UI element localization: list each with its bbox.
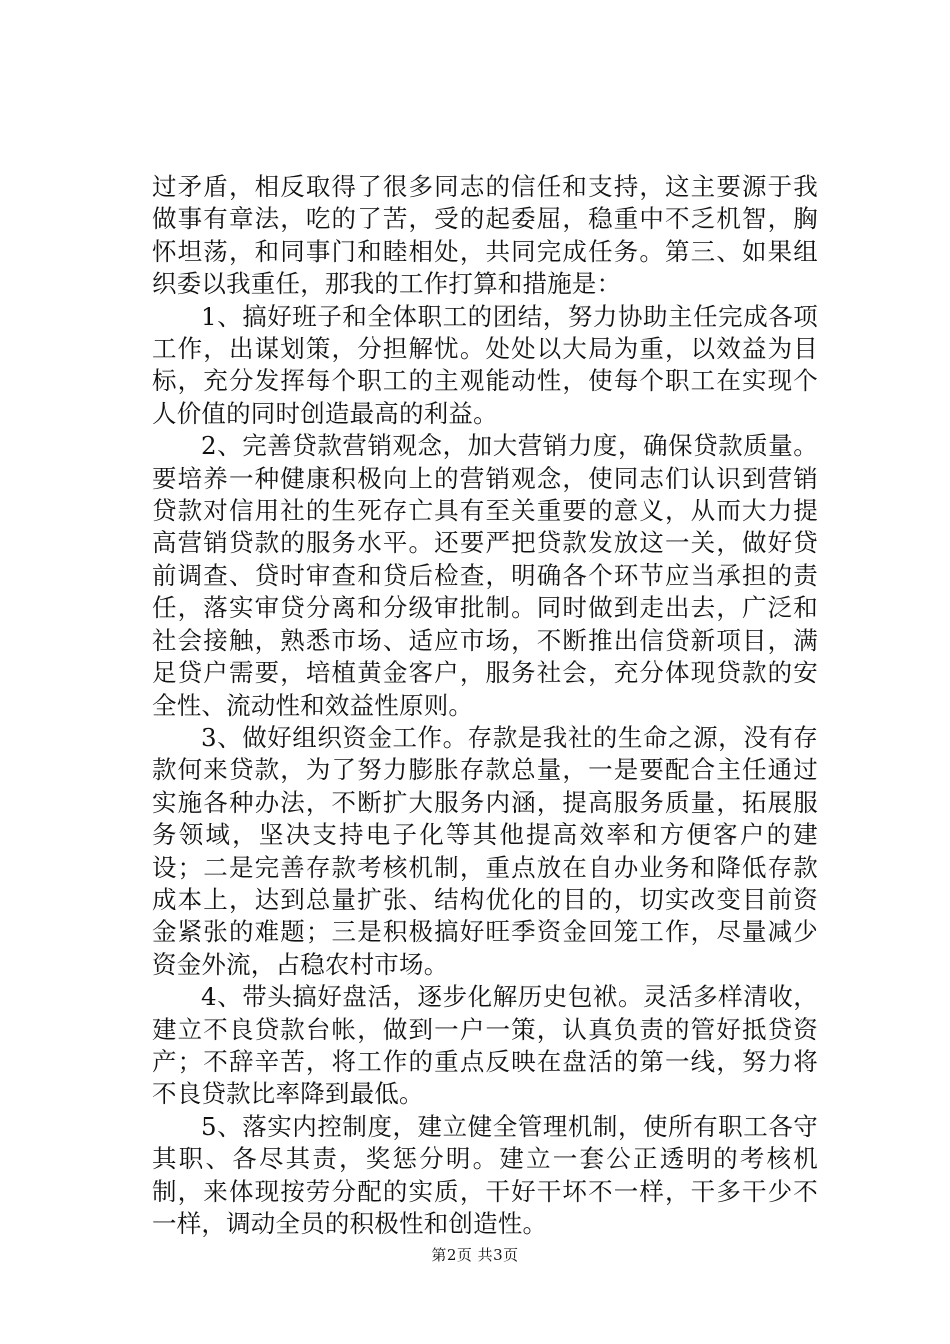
paragraph-item-4: 4、带头搞好盘活，逐步化解历史包袱。灵活多样清收，建立不良贷款台帐，做到一户一策，认真负责的管好抵贷资产；不辞辛苦，将工作的重点反映在盘活的第一线，努力将不良贷款比率降到最低。 [152, 982, 818, 1109]
paragraph-continuation: 过矛盾，相反取得了很多同志的信任和支持，这主要源于我做事有章法，吃的了苦，受的起委屈，稳重中不乏机智，胸怀坦荡，和同事门和睦相处，共同完成任务。第三、如果组织委以我重任，那我的工作打算和措施是： [152, 172, 818, 299]
document-body [152, 171, 818, 1240]
paragraph-item-1: 1、搞好班子和全体职工的团结，努力协助主任完成各项工作，出谋划策，分担解忧。处处以大局为重，以效益为目标，充分发挥每个职工的主观能动性，使每个职工在实现个人价值的同时创造最高的利益。 [152, 301, 818, 428]
paragraph-item-5: 5、落实内控制度，建立健全管理机制，使所有职工各守其职、各尽其责，奖惩分明。建立一套公正透明的考核机制，来体现按劳分配的实质，干好干坏不一样，干多干少不一样，调动全员的积极性和创造性。 [152, 1111, 818, 1238]
paragraph-item-3: 3、做好组织资金工作。存款是我社的生命之源，没有存款何来贷款，为了努力膨胀存款总量，一是要配合主任通过实施各种办法，不断扩大服务内涵，提高服务质量，拓展服务领域，坚决支持电子化等其他提高效率和方便客户的建设；二是完善存款考核机制，重点放在自办业务和降低存款成本上，达到总量扩张、结构优化的目的，切实改变目前资金紧张的难题；三是积极搞好旺季资金回笼工作，尽量减少资金外流，占稳农村市场。 [152, 722, 818, 979]
page-number-footer: 第2页 共3页 [431, 1246, 519, 1264]
paragraph-item-2: 2、完善贷款营销观念，加大营销力度，确保贷款质量。要培养一种健康积极向上的营销观念，使同志们认识到营销贷款对信用社的生死存亡具有至关重要的意义，从而大力提高营销贷款的服务水平。还要严把贷款发放这一关，做好贷前调查、贷时审查和贷后检查，明确各个环节应当承担的责任，落实审贷分离和分级审批制。同时做到走出去，广泛和社会接触，熟悉市场、适应市场，不断推出信贷新项目，满足贷户需要，培植黄金客户，服务社会，充分体现贷款的安全性、流动性和效益性原则。 [152, 431, 818, 720]
